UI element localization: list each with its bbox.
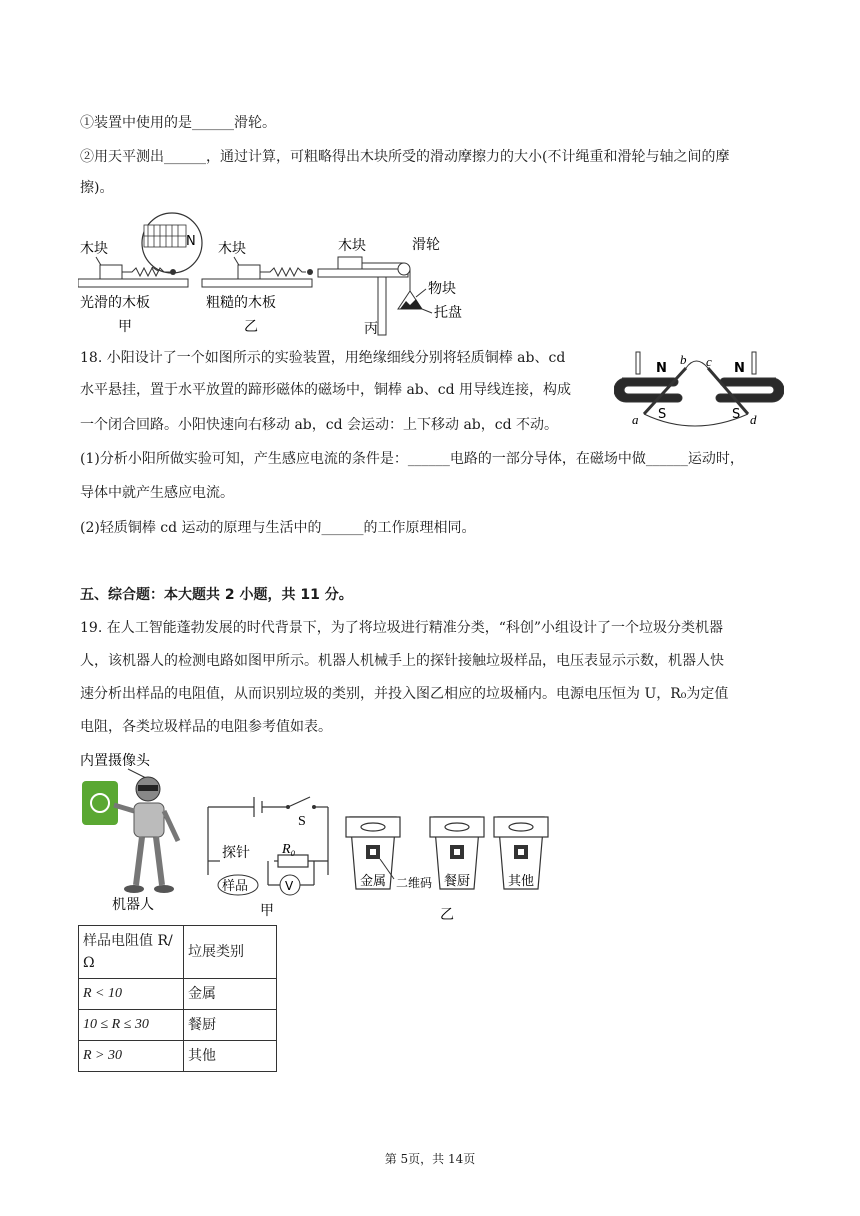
table-cell: 金属 bbox=[184, 979, 277, 1010]
q17-item2-line1: ②用天平测出______，通过计算，可粗略得出木块所受的滑动摩擦力的大小(不计绳重和滑轮与轴之间的摩 bbox=[80, 149, 730, 165]
bin-other-label: 其他 bbox=[508, 874, 535, 889]
yi-spring-scale bbox=[260, 268, 306, 276]
table-header-cell: 样品电阻值 R/Ω bbox=[79, 926, 184, 979]
robot-label: 机器人 bbox=[112, 897, 154, 913]
q17-item1: ①装置中使用的是______滑轮。 bbox=[80, 115, 276, 131]
bin-kitchen-label: 餐厨 bbox=[444, 874, 471, 889]
q19-line2: 人，该机器人的检测电路如图甲所示。机器人机械手上的探针接触垃圾样品，电压表显示示数，机器人快 bbox=[80, 653, 724, 669]
label-d: d bbox=[750, 412, 757, 427]
table-row bbox=[79, 1041, 277, 1072]
green-bin bbox=[82, 781, 118, 825]
bing-table bbox=[318, 269, 408, 277]
bing-label: 丙 bbox=[364, 321, 378, 337]
section-5-heading: 五、综合题：本大题共 2 小题，共 11 分。 bbox=[80, 587, 353, 603]
table-cell: R < 10 bbox=[79, 979, 184, 1010]
page-footer: 第 5页，共 14页 bbox=[384, 1152, 476, 1166]
robot-body bbox=[134, 803, 164, 837]
label-b: b bbox=[680, 352, 687, 367]
tray-label: 托盘 bbox=[434, 305, 462, 321]
jia-board-label: 光滑的木板 bbox=[80, 295, 150, 311]
figure-17-friction-setups bbox=[78, 205, 478, 337]
dial-n-label: N bbox=[186, 234, 196, 249]
weight-label: 物块 bbox=[428, 281, 456, 297]
probe-label: 探针 bbox=[222, 845, 250, 861]
table-header-cell: 垃展类别 bbox=[184, 926, 277, 979]
q18-stem-line1: 18. 小阳设计了一个如图所示的实验装置，用绝缘细线分别将轻质铜棒 ab、cd bbox=[80, 350, 566, 366]
jia-board bbox=[78, 279, 188, 287]
q19-line3: 速分析出样品的电阻值，从而识别垃圾的类别，并投入图乙相应的垃圾桶内。电源电压恒为 U，R₀为定值 bbox=[80, 686, 729, 702]
q18-stem-line2: 水平悬挂，置于水平放置的蹄形磁体的磁场中，铜棒 ab、cd 用导线连接，构成 bbox=[80, 382, 572, 398]
resistance-table bbox=[78, 925, 277, 1072]
pulley bbox=[398, 263, 410, 275]
table-row bbox=[79, 979, 277, 1010]
q19-line1: 19. 在人工智能蓬勃发展的时代背景下，为了将垃圾进行精准分类，“科创”小组设计了一个垃圾分类机器 bbox=[80, 620, 724, 636]
table-header-row bbox=[79, 926, 277, 979]
table-cell: 餐厨 bbox=[184, 1010, 277, 1041]
voltmeter-label: V bbox=[285, 879, 294, 893]
right-magnet-n: N bbox=[734, 361, 745, 376]
figure-18-magnets bbox=[614, 348, 784, 432]
table-cell: R > 30 bbox=[79, 1041, 184, 1072]
figure-19-robot-circuit-bins bbox=[78, 745, 558, 921]
right-magnet-s: S bbox=[732, 407, 741, 422]
table-cell: 10 ≤ R ≤ 30 bbox=[79, 1010, 184, 1041]
label-a: a bbox=[632, 412, 639, 427]
switch-label: S bbox=[298, 814, 306, 829]
bing-block-label: 木块 bbox=[338, 238, 366, 254]
left-magnet-n: N bbox=[656, 361, 667, 376]
camera-label: 内置摄像头 bbox=[80, 753, 150, 769]
q18-stem-line3: 一个闭合回路。小阳快速向右移动 ab，cd 会运动：上下移动 ab，cd 不动。 bbox=[80, 417, 559, 433]
q19-line4: 电阻，各类垃圾样品的电阻参考值如表。 bbox=[80, 719, 332, 735]
jia-label-19: 甲 bbox=[260, 903, 274, 919]
left-magnet-s: S bbox=[658, 407, 667, 422]
label-c: c bbox=[706, 354, 712, 369]
qr-label: 二维码 bbox=[396, 876, 433, 890]
yi-label-19: 乙 bbox=[440, 907, 454, 921]
bin-metal-label: 金属 bbox=[360, 874, 387, 889]
yi-board bbox=[202, 279, 312, 287]
pulley-label: 滑轮 bbox=[412, 237, 440, 253]
detection-circuit bbox=[208, 797, 328, 885]
q18-sub1-line1: (1)分析小阳所做实验可知，产生感应电流的条件是：______电路的一部分导体，在磁场中做______运动时， bbox=[80, 451, 744, 467]
yi-label: 乙 bbox=[244, 319, 258, 335]
yi-board-label: 粗糙的木板 bbox=[206, 295, 276, 311]
bing-wood-block bbox=[338, 257, 362, 269]
q18-sub2: (2)轻质铜棒 cd 运动的原理与生活中的______的工作原理相同。 bbox=[80, 520, 476, 536]
table-row bbox=[79, 1010, 277, 1041]
jia-block-label: 木块 bbox=[80, 241, 108, 257]
sample-label: 样品 bbox=[222, 879, 249, 894]
r0-label: R₀ bbox=[282, 842, 296, 857]
yi-wood-block bbox=[238, 265, 260, 279]
yi-block-label: 木块 bbox=[218, 241, 246, 257]
jia-label: 甲 bbox=[118, 319, 132, 335]
jia-wood-block bbox=[100, 265, 122, 279]
table-cell: 其他 bbox=[184, 1041, 277, 1072]
q17-item2-line2: 擦)。 bbox=[80, 180, 114, 196]
q18-sub1-line2: 导体中就产生感应电流。 bbox=[80, 485, 234, 501]
